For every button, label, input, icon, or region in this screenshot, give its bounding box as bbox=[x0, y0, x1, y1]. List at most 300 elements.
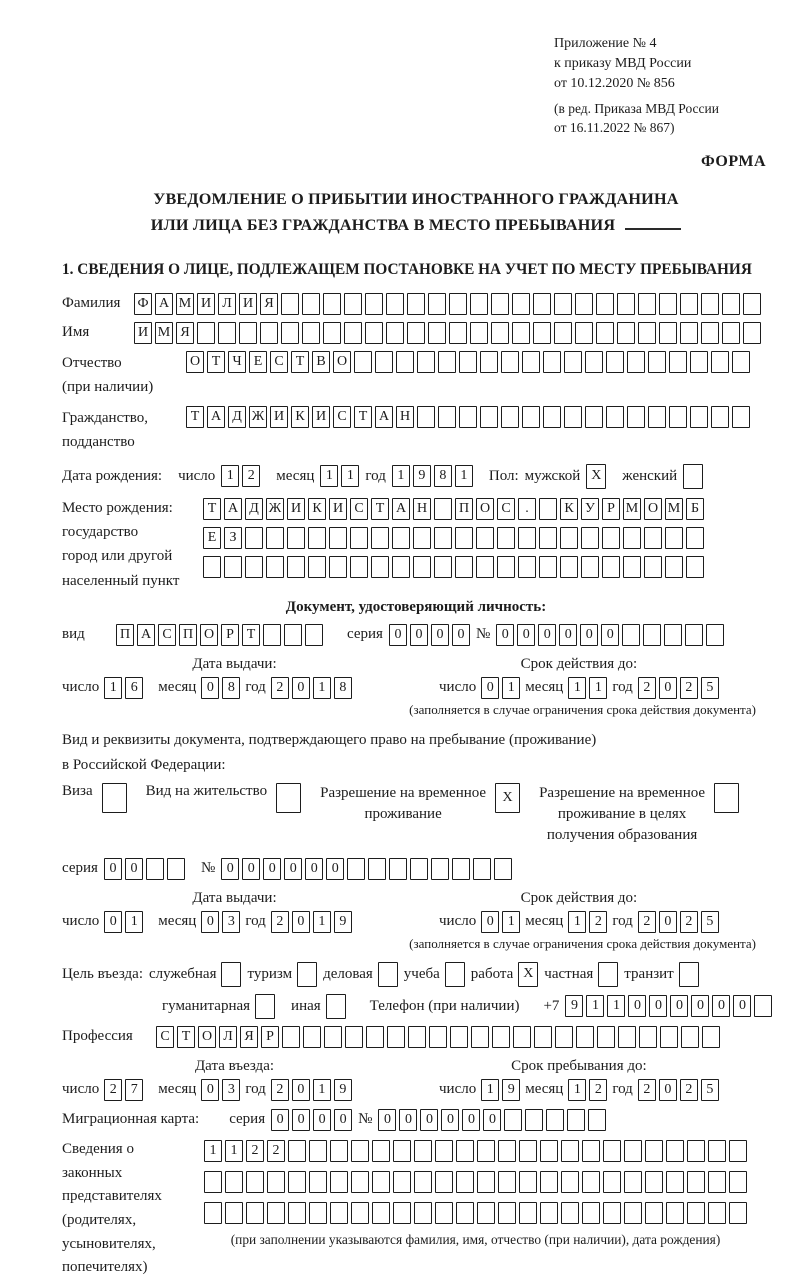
stay-until-heading: Срок пребывания до: bbox=[511, 1057, 647, 1074]
char-cell bbox=[494, 858, 512, 880]
migration-card-label: Миграционная карта: bbox=[62, 1111, 200, 1128]
char-cell: Т bbox=[371, 498, 389, 520]
iddoc-row bbox=[62, 624, 770, 646]
char-cell bbox=[729, 1140, 747, 1162]
char-cell: П bbox=[116, 624, 134, 646]
iddoc-validity-note: (заполняется в случае ограничения срока действия документа) bbox=[409, 701, 756, 717]
char-cell bbox=[491, 293, 509, 315]
char-cell: А bbox=[207, 406, 225, 428]
char-cell bbox=[722, 322, 740, 344]
representatives-cells bbox=[204, 1138, 747, 1224]
char-cell: С bbox=[497, 498, 515, 520]
representatives-row1 bbox=[204, 1140, 747, 1162]
char-cell: Ф bbox=[134, 293, 152, 315]
char-cell: 0 bbox=[313, 1109, 331, 1131]
birthplace-row3 bbox=[203, 556, 704, 578]
permit-type-row bbox=[62, 783, 770, 846]
char-cell bbox=[659, 293, 677, 315]
official-checkbox bbox=[221, 962, 241, 987]
char-cell: 1 bbox=[586, 995, 604, 1017]
char-cell bbox=[371, 556, 389, 578]
permit-valid-group bbox=[439, 890, 719, 933]
char-cell bbox=[396, 351, 414, 373]
day-label: число bbox=[439, 679, 477, 696]
char-cell: О bbox=[200, 624, 218, 646]
char-cell bbox=[329, 556, 347, 578]
purpose-row2 bbox=[162, 994, 770, 1019]
char-cell: Т bbox=[207, 351, 225, 373]
char-cell bbox=[596, 322, 614, 344]
char-cell bbox=[645, 1140, 663, 1162]
char-cell: 1 bbox=[607, 995, 625, 1017]
char-cell: 5 bbox=[701, 1079, 719, 1101]
char-cell: 1 bbox=[502, 677, 520, 699]
char-cell bbox=[708, 1140, 726, 1162]
char-cell: 2 bbox=[680, 1079, 698, 1101]
entry-year bbox=[271, 1079, 352, 1101]
char-cell bbox=[470, 322, 488, 344]
char-cell bbox=[701, 293, 719, 315]
char-cell: 0 bbox=[292, 677, 310, 699]
char-cell bbox=[221, 962, 241, 987]
char-cell: 2 bbox=[271, 1079, 289, 1101]
char-cell bbox=[351, 1171, 369, 1193]
char-cell: 0 bbox=[399, 1109, 417, 1131]
birthplace-block bbox=[62, 496, 770, 593]
series-label: серия bbox=[62, 860, 98, 877]
char-cell bbox=[581, 527, 599, 549]
char-cell: 0 bbox=[483, 1109, 501, 1131]
char-cell bbox=[554, 322, 572, 344]
char-cell bbox=[365, 293, 383, 315]
char-cell: И bbox=[239, 293, 257, 315]
entry-date-group bbox=[62, 1058, 407, 1101]
char-cell bbox=[203, 556, 221, 578]
char-cell bbox=[622, 624, 640, 646]
char-cell bbox=[267, 1171, 285, 1193]
char-cell: 9 bbox=[334, 911, 352, 933]
char-cell: 0 bbox=[733, 995, 751, 1017]
char-cell: 9 bbox=[413, 465, 431, 487]
char-cell bbox=[669, 351, 687, 373]
char-cell: Я bbox=[240, 1026, 258, 1048]
char-cell bbox=[690, 406, 708, 428]
stay-until-group bbox=[439, 1058, 719, 1101]
char-cell bbox=[414, 1140, 432, 1162]
char-cell bbox=[643, 624, 661, 646]
char-cell: Р bbox=[221, 624, 239, 646]
purpose-study: учеба bbox=[404, 962, 465, 987]
migcard-series-cells bbox=[271, 1109, 352, 1131]
char-cell bbox=[302, 293, 320, 315]
char-cell: В bbox=[312, 351, 330, 373]
char-cell bbox=[386, 322, 404, 344]
char-cell bbox=[754, 995, 772, 1017]
section1-heading: 1. СВЕДЕНИЯ О ЛИЦЕ, ПОДЛЕЖАЩЕМ ПОСТАНОВКЕ НА УЧЕТ ПО МЕСТУ ПРЕБЫВАНИЯ bbox=[62, 260, 752, 278]
char-cell: 0 bbox=[712, 995, 730, 1017]
appendix-line: к приказу МВД России bbox=[554, 55, 692, 71]
sex-label: Пол: bbox=[488, 467, 519, 484]
char-cell: 0 bbox=[691, 995, 709, 1017]
char-cell bbox=[365, 322, 383, 344]
char-cell: 0 bbox=[378, 1109, 396, 1131]
char-cell bbox=[575, 322, 593, 344]
char-cell bbox=[729, 1171, 747, 1193]
char-cell: К bbox=[308, 498, 326, 520]
iddoc-issue-year bbox=[271, 677, 352, 699]
char-cell bbox=[627, 351, 645, 373]
issue-date-heading: Дата выдачи: bbox=[192, 655, 277, 672]
purpose-other: иная bbox=[291, 994, 346, 1019]
iddoc-issue-group bbox=[62, 656, 407, 699]
char-cell: 1 bbox=[313, 677, 331, 699]
char-cell bbox=[452, 858, 470, 880]
char-cell bbox=[743, 322, 761, 344]
char-cell bbox=[417, 406, 435, 428]
char-cell: 0 bbox=[104, 911, 122, 933]
char-cell bbox=[456, 1140, 474, 1162]
char-cell bbox=[561, 1202, 579, 1224]
char-cell bbox=[428, 322, 446, 344]
char-cell bbox=[414, 1171, 432, 1193]
char-cell bbox=[389, 858, 407, 880]
year-label: год bbox=[612, 679, 633, 696]
permit-issue-year bbox=[271, 911, 352, 933]
representatives-row3 bbox=[204, 1202, 747, 1224]
char-cell bbox=[102, 783, 127, 813]
surname-label: Фамилия bbox=[62, 295, 121, 312]
char-cell: 0 bbox=[601, 624, 619, 646]
char-cell bbox=[624, 1171, 642, 1193]
char-cell bbox=[666, 1171, 684, 1193]
char-cell: 0 bbox=[326, 858, 344, 880]
citizenship-label: Гражданство, подданство bbox=[62, 409, 149, 450]
char-cell bbox=[666, 1140, 684, 1162]
char-cell bbox=[305, 624, 323, 646]
char-cell bbox=[413, 527, 431, 549]
day-label: число bbox=[439, 1081, 477, 1098]
char-cell: Б bbox=[686, 498, 704, 520]
char-cell bbox=[329, 527, 347, 549]
iddoc-valid-year bbox=[638, 677, 719, 699]
char-cell bbox=[323, 322, 341, 344]
char-cell bbox=[624, 1140, 642, 1162]
char-cell bbox=[561, 1171, 579, 1193]
char-cell bbox=[588, 1109, 606, 1131]
char-cell bbox=[504, 1109, 522, 1131]
char-cell: З bbox=[224, 527, 242, 549]
char-cell bbox=[645, 1171, 663, 1193]
char-cell: 0 bbox=[659, 911, 677, 933]
char-cell bbox=[623, 556, 641, 578]
char-cell: 3 bbox=[222, 911, 240, 933]
char-cell bbox=[638, 293, 656, 315]
char-cell: О bbox=[476, 498, 494, 520]
year-label: год bbox=[245, 1081, 266, 1098]
char-cell bbox=[354, 351, 372, 373]
month-label: месяц bbox=[158, 913, 197, 930]
char-cell: Ж bbox=[266, 498, 284, 520]
char-cell: 2 bbox=[680, 911, 698, 933]
entry-dates bbox=[62, 1058, 770, 1101]
char-cell: 0 bbox=[481, 911, 499, 933]
char-cell bbox=[281, 293, 299, 315]
char-cell bbox=[282, 1026, 300, 1048]
char-cell: К bbox=[291, 406, 309, 428]
char-cell: Т bbox=[291, 351, 309, 373]
char-cell: 2 bbox=[246, 1140, 264, 1162]
permit-valid-day bbox=[481, 911, 520, 933]
char-cell bbox=[480, 406, 498, 428]
char-cell bbox=[585, 406, 603, 428]
char-cell: К bbox=[560, 498, 578, 520]
year-label: год bbox=[612, 913, 633, 930]
birth-year-cells bbox=[392, 465, 473, 487]
char-cell: Н bbox=[413, 498, 431, 520]
month-label: месяц bbox=[525, 679, 564, 696]
char-cell bbox=[218, 322, 236, 344]
char-cell bbox=[330, 1171, 348, 1193]
char-cell: 0 bbox=[201, 677, 219, 699]
char-cell: О bbox=[333, 351, 351, 373]
month-label: месяц bbox=[158, 1081, 197, 1098]
permit-dates bbox=[62, 890, 770, 933]
char-cell: 9 bbox=[502, 1079, 520, 1101]
day-label: число bbox=[62, 913, 100, 930]
female-label: женский bbox=[622, 467, 678, 484]
char-cell bbox=[459, 406, 477, 428]
char-cell: 0 bbox=[221, 858, 239, 880]
char-cell bbox=[476, 527, 494, 549]
char-cell bbox=[539, 527, 557, 549]
char-cell: 1 bbox=[320, 465, 338, 487]
char-cell bbox=[711, 351, 729, 373]
char-cell: 2 bbox=[242, 465, 260, 487]
number-label: № bbox=[358, 1111, 373, 1128]
char-cell bbox=[687, 1202, 705, 1224]
char-cell bbox=[602, 527, 620, 549]
permit-valid-month bbox=[568, 911, 607, 933]
char-cell bbox=[582, 1202, 600, 1224]
char-cell: 0 bbox=[420, 1109, 438, 1131]
char-cell bbox=[449, 293, 467, 315]
char-cell bbox=[665, 556, 683, 578]
char-cell: А bbox=[137, 624, 155, 646]
char-cell bbox=[263, 624, 281, 646]
char-cell: 8 bbox=[334, 677, 352, 699]
char-cell bbox=[477, 1171, 495, 1193]
char-cell bbox=[266, 527, 284, 549]
char-cell bbox=[455, 556, 473, 578]
year-label: год bbox=[612, 1081, 633, 1098]
char-cell bbox=[686, 527, 704, 549]
char-cell bbox=[204, 1171, 222, 1193]
phone-label: Телефон (при наличии) bbox=[369, 997, 520, 1014]
iddoc-issue-month bbox=[201, 677, 240, 699]
char-cell bbox=[585, 351, 603, 373]
char-cell: Д bbox=[228, 406, 246, 428]
char-cell: 8 bbox=[434, 465, 452, 487]
char-cell bbox=[246, 1171, 264, 1193]
char-cell bbox=[729, 1202, 747, 1224]
char-cell bbox=[680, 322, 698, 344]
char-cell: 0 bbox=[263, 858, 281, 880]
char-cell bbox=[711, 406, 729, 428]
iddoc-valid-month bbox=[568, 677, 607, 699]
char-cell bbox=[372, 1171, 390, 1193]
char-cell: Е bbox=[203, 527, 221, 549]
char-cell bbox=[414, 1202, 432, 1224]
char-cell bbox=[392, 527, 410, 549]
char-cell bbox=[518, 556, 536, 578]
char-cell bbox=[407, 293, 425, 315]
char-cell bbox=[450, 1026, 468, 1048]
char-cell: 0 bbox=[389, 624, 407, 646]
char-cell bbox=[435, 1171, 453, 1193]
char-cell: 5 bbox=[701, 677, 719, 699]
char-cell bbox=[512, 322, 530, 344]
char-cell bbox=[597, 1026, 615, 1048]
char-cell bbox=[512, 293, 530, 315]
char-cell bbox=[706, 624, 724, 646]
char-cell bbox=[519, 1171, 537, 1193]
char-cell: 0 bbox=[201, 1079, 219, 1101]
char-cell bbox=[347, 858, 365, 880]
char-cell: О bbox=[186, 351, 204, 373]
char-cell bbox=[582, 1140, 600, 1162]
stay-year bbox=[638, 1079, 719, 1101]
char-cell bbox=[372, 1202, 390, 1224]
purpose-label: Цель въезда: bbox=[62, 965, 143, 982]
char-cell bbox=[708, 1171, 726, 1193]
char-cell bbox=[330, 1202, 348, 1224]
char-cell bbox=[350, 556, 368, 578]
purpose-humanitarian: гуманитарная bbox=[162, 994, 275, 1019]
char-cell bbox=[197, 322, 215, 344]
char-cell: 0 bbox=[628, 995, 646, 1017]
char-cell: X bbox=[495, 783, 520, 813]
name-row bbox=[62, 322, 770, 344]
char-cell bbox=[602, 556, 620, 578]
private-checkbox bbox=[598, 962, 618, 987]
char-cell: 0 bbox=[659, 677, 677, 699]
char-cell: 1 bbox=[313, 1079, 331, 1101]
entry-month bbox=[201, 1079, 240, 1101]
char-cell bbox=[498, 1140, 516, 1162]
char-cell: И bbox=[134, 322, 152, 344]
char-cell: 1 bbox=[502, 911, 520, 933]
day-label: число bbox=[62, 679, 100, 696]
char-cell bbox=[225, 1202, 243, 1224]
char-cell bbox=[598, 962, 618, 987]
char-cell: Л bbox=[218, 293, 236, 315]
residence-permit-checkbox bbox=[276, 783, 301, 813]
iddoc-kind-label: вид bbox=[62, 626, 85, 643]
char-cell bbox=[456, 1202, 474, 1224]
char-cell bbox=[519, 1202, 537, 1224]
char-cell bbox=[167, 858, 185, 880]
char-cell bbox=[308, 556, 326, 578]
day-label: число bbox=[178, 467, 216, 484]
char-cell bbox=[372, 1140, 390, 1162]
purpose-row bbox=[62, 962, 770, 987]
month-label: месяц bbox=[276, 467, 315, 484]
temp-residence-edu-label: Разрешение на временное проживание в целях получения образования bbox=[539, 784, 706, 843]
char-cell bbox=[564, 406, 582, 428]
char-cell bbox=[326, 994, 346, 1019]
char-cell bbox=[366, 1026, 384, 1048]
char-cell bbox=[665, 527, 683, 549]
appendix-line: Приложение № 4 bbox=[554, 36, 657, 51]
char-cell bbox=[407, 322, 425, 344]
char-cell bbox=[533, 322, 551, 344]
char-cell: 0 bbox=[559, 624, 577, 646]
patronymic-row bbox=[62, 351, 770, 399]
title-underline bbox=[625, 228, 681, 230]
char-cell: Т bbox=[242, 624, 260, 646]
char-cell bbox=[518, 527, 536, 549]
char-cell: А bbox=[224, 498, 242, 520]
char-cell bbox=[473, 858, 491, 880]
char-cell bbox=[606, 351, 624, 373]
char-cell bbox=[386, 293, 404, 315]
char-cell bbox=[276, 783, 301, 813]
issue-date-heading: Дата выдачи: bbox=[192, 889, 277, 906]
char-cell bbox=[260, 322, 278, 344]
char-cell bbox=[567, 1109, 585, 1131]
char-cell bbox=[266, 556, 284, 578]
iddoc-kind-cells bbox=[116, 624, 323, 646]
char-cell: С bbox=[270, 351, 288, 373]
representatives-label: Сведения о законных представителях (родителях, усыновителях, попечителях) bbox=[62, 1140, 162, 1276]
patronymic-label: Отчество (при наличии) bbox=[62, 354, 154, 395]
birthplace-cells bbox=[203, 496, 704, 593]
char-cell bbox=[245, 556, 263, 578]
char-cell bbox=[287, 556, 305, 578]
char-cell: 2 bbox=[638, 677, 656, 699]
purpose-private: частная bbox=[544, 962, 618, 987]
char-cell: М bbox=[665, 498, 683, 520]
char-cell: 0 bbox=[496, 624, 514, 646]
char-cell: 0 bbox=[452, 624, 470, 646]
char-cell: 1 bbox=[341, 465, 359, 487]
char-cell bbox=[664, 624, 682, 646]
char-cell bbox=[686, 556, 704, 578]
char-cell bbox=[540, 1202, 558, 1224]
char-cell bbox=[708, 1202, 726, 1224]
char-cell: 0 bbox=[292, 911, 310, 933]
day-label: число bbox=[439, 913, 477, 930]
char-cell: 0 bbox=[670, 995, 688, 1017]
char-cell: Д bbox=[245, 498, 263, 520]
char-cell: 2 bbox=[589, 1079, 607, 1101]
char-cell: 2 bbox=[589, 911, 607, 933]
char-cell bbox=[288, 1202, 306, 1224]
char-cell bbox=[687, 1171, 705, 1193]
char-cell bbox=[624, 1202, 642, 1224]
char-cell: Т bbox=[354, 406, 372, 428]
char-cell: У bbox=[581, 498, 599, 520]
citizenship-row bbox=[62, 406, 770, 454]
phone-prefix: +7 bbox=[543, 997, 560, 1014]
birth-month-cells bbox=[320, 465, 359, 487]
char-cell: Т bbox=[203, 498, 221, 520]
char-cell bbox=[560, 527, 578, 549]
temp-residence-edu-checkbox bbox=[714, 783, 739, 813]
char-cell: 2 bbox=[104, 1079, 122, 1101]
title-line1: УВЕДОМЛЕНИЕ О ПРИБЫТИИ ИНОСТРАННОГО ГРАЖДАНИНА bbox=[153, 189, 679, 208]
char-cell bbox=[701, 322, 719, 344]
